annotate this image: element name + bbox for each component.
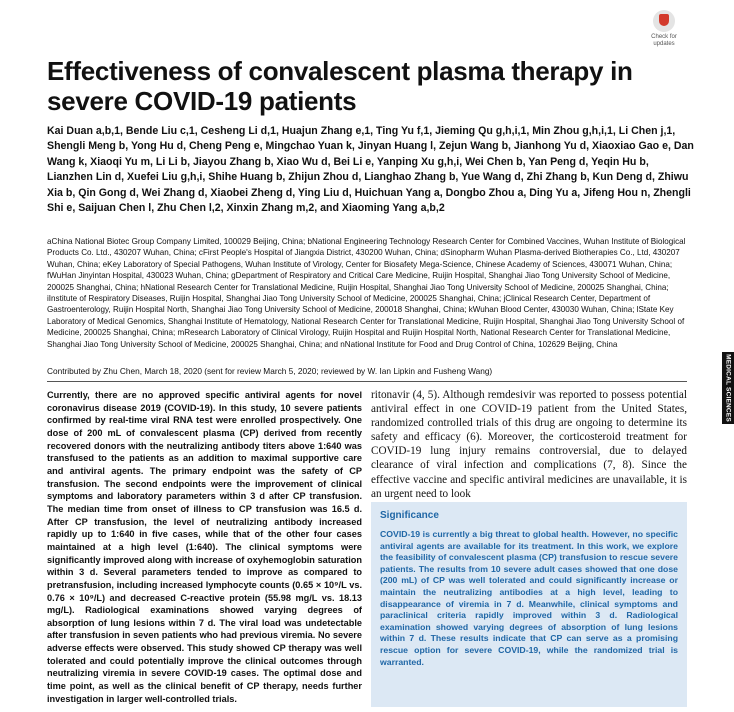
significance-heading: Significance [380,510,439,521]
check-for-updates-badge[interactable] [645,10,683,48]
affiliations: aChina National Biotec Group Company Limited, 100029 Beijing, China; bNational Engineering Technology Research Center for Combined Vaccines, Wuhan Institute of Biological Products Co. Ltd., 430207 Wuhan, China; cFirst People's Hospital of Jiangxia District, 430200 Wuhan, China; dSinopharm Wuhan Plasma-derived Biotherapies Co., Ltd, 430207 Wuhan, China; eKey Laboratory of Special Pathogens, Wuhan Institute of Virology, Center for Biosafety Mega-Science, Chinese Academy of Sciences, 430071 Wuhan, China; fWuHan Jinyintan Hospital, 430023 Wuhan, China; gDepartment of Respiratory and Critical Care Medicine, Ruijin Hospital, Shanghai Jiao Tong University School of Medicine, 200025 Shanghai, China; hNational Research Center for Translational Medicine, Ruijin Hospital, Shanghai Jiao Tong University School of Medicine, 200025 Shanghai, China; iInstitute of Respiratory Diseases, Ruijin Hospital, Shanghai Jiao Tong University School of Medicine, 200025 Shanghai, China; jClinical Research Center, Department of Gastroenterology, Ruijin Hospital North, Shanghai Jiao Tong University School of Medicine, 200018 Shanghai, China; kWuhan Blood Center, 430030 Wuhan, China; lState Key Laboratory of Medical Genomics, Shanghai Institute of Hematology, National Research Center for Translational Medicine, Ruijin Hospital, Shanghai Jiao Tong University School of Medicine, 200025 Shanghai, China; mResearch Laboratory of Clinical Virology, Ruijin Hospital and Ruijin Hospital North, National Research Center for Translational Medicine, Shanghai Jiao Tong University School of Medicine, 200025 Shanghai, China; and nNational Institute for Food and Drug Control of China, 102629 Beijing, China [47,237,686,349]
section-tab-label: MEDICAL SCIENCES [724,354,732,422]
article-title: Effectiveness of convalescent plasma therapy in severe COVID-19 patients [47,56,633,116]
contributed-line: Contributed by Zhu Chen, March 18, 2020 (sent for review March 5, 2020; reviewed by W. Ian Lipkin and Fusheng Wang) [47,366,493,376]
author-names: Kai Duan a,b,1, Bende Liu c,1, Cesheng Li d,1, Huajun Zhang e,1, Ting Yu f,1, Jieming Qu g,h,i,1, Min Zhou g,h,i,1, Li Chen j,1, Shengli Meng b, Yong Hu d, Cheng Peng e, Mingchao Yuan k, Jinyan Huang l, Zejun Wang b, Jianhong Yu d, Xiaoxiao Gao e, Dan Wang k, Xiaoqi Yu m, Li Li b, Jiayou Zhang b, Xiao Wu d, Bei Li e, Yanping Xu g,h,i, Wei Chen b, Yan Peng d, Yeqin Hu b, Lianzhen Lin d, Xuefei Liu g,h,i, Shihe Huang b, Zhijun Zhou d, Lianghao Zhang b, Yue Wang d, Zhi Zhang b, Kun Deng d, Zhiwu Xia b, Qin Gong d, Wei Zhang d, Xiaobei Zheng d, Ying Liu d, Huichuan Yang a, Dongbo Zhou a, Ding Yu a, Jifeng Hou n, Zhengli Shi e, Saijuan Chen l, Zhu Chen l,2, Xinxin Zhang m,2, and Xiaoming Yang a,b,2 [47,125,694,215]
significance-box [371,502,687,707]
section-tab [722,352,734,424]
divider [47,381,687,382]
check-for-updates-label: Check for updates [651,34,677,47]
check-for-updates-icon [653,10,675,32]
abstract: Currently, there are no approved specific antiviral agents for novel coronavirus disease 2019 (COVID-19). In this study, 10 severe patients confirmed by real-time viral RNA test were enrolled prospectively. One dose of 200 mL of convalescent plasma (CP) derived from recently recovered donors with the neutralizing antibody titers above 1:640 was transfused to the patients as an addition to maximal supportive care and antiviral agents. The primary endpoint was the safety of CP transfusion. The second endpoints were the improvement of clinical symptoms and laboratory parameters within 3 d after CP transfusion. The median time from onset of illness to CP transfusion was 16.5 d. After CP transfusion, the level of neutralizing antibody increased rapidly up to 1:640 in five cases, while that of the other four cases maintained at a high level (1:640). The clinical symptoms were significantly improved along with increase of oxyhemoglobin saturation within 3 d. Several parameters tended to improve as compared to pretransfusion, including increased lymphocyte counts (0.65 × 10⁹/L vs. 0.76 × 10⁹/L) and decreased C-reactive protein (55.98 mg/L vs. 18.13 mg/L). Radiological examinations showed varying degrees of absorption of lung lesions within 7 d. The viral load was undetectable after transfusion in seven patients who had previous viremia. No severe adverse effects were observed. This study showed CP therapy was well tolerated and could potentially improve the clinical outcomes through neutralizing viremia in severe COVID-19 cases. The optimal dose and time point, as well as the clinical benefit of CP therapy, needs further investigation in larger well-controlled trials. [47,390,362,704]
body-text: ritonavir (4, 5). Although remdesivir was reported to possess potential antiviral effect in one COVID-19 patient from the United States, randomized controlled trials of this drug are ongoing to determine its safety and efficacy (6). Moreover, the corticosteroid treatment for COVID-19 lung injury remains controversial, due to delayed clearance of viral infection and complications (7, 8). Since the effective vaccine and specific antiviral medicines are unavailable, it is an urgent need to look [371,389,687,500]
significance-text: COVID-19 is currently a big threat to global health. However, no specific antiviral agents are available for its treatment. In this work, we explore the feasibility of convalescent plasma (CP) transfusion to rescue severe patients. The results from 10 severe adult cases showed that one dose (200 mL) of CP was well tolerated and could significantly increase or maintain the neutralizing antibodies at a high level, leading to disappearance of viremia in 7 d. Meanwhile, clinical symptoms and paraclinical criteria rapidly improved within 3 d. Radiological examination showed varying degrees of absorption of lung lesions within 7 d. These results indicate that CP can serve as a promising rescue option for severe COVID-19, while the randomized trial is warranted. [380,529,678,667]
author-list [47,124,697,216]
